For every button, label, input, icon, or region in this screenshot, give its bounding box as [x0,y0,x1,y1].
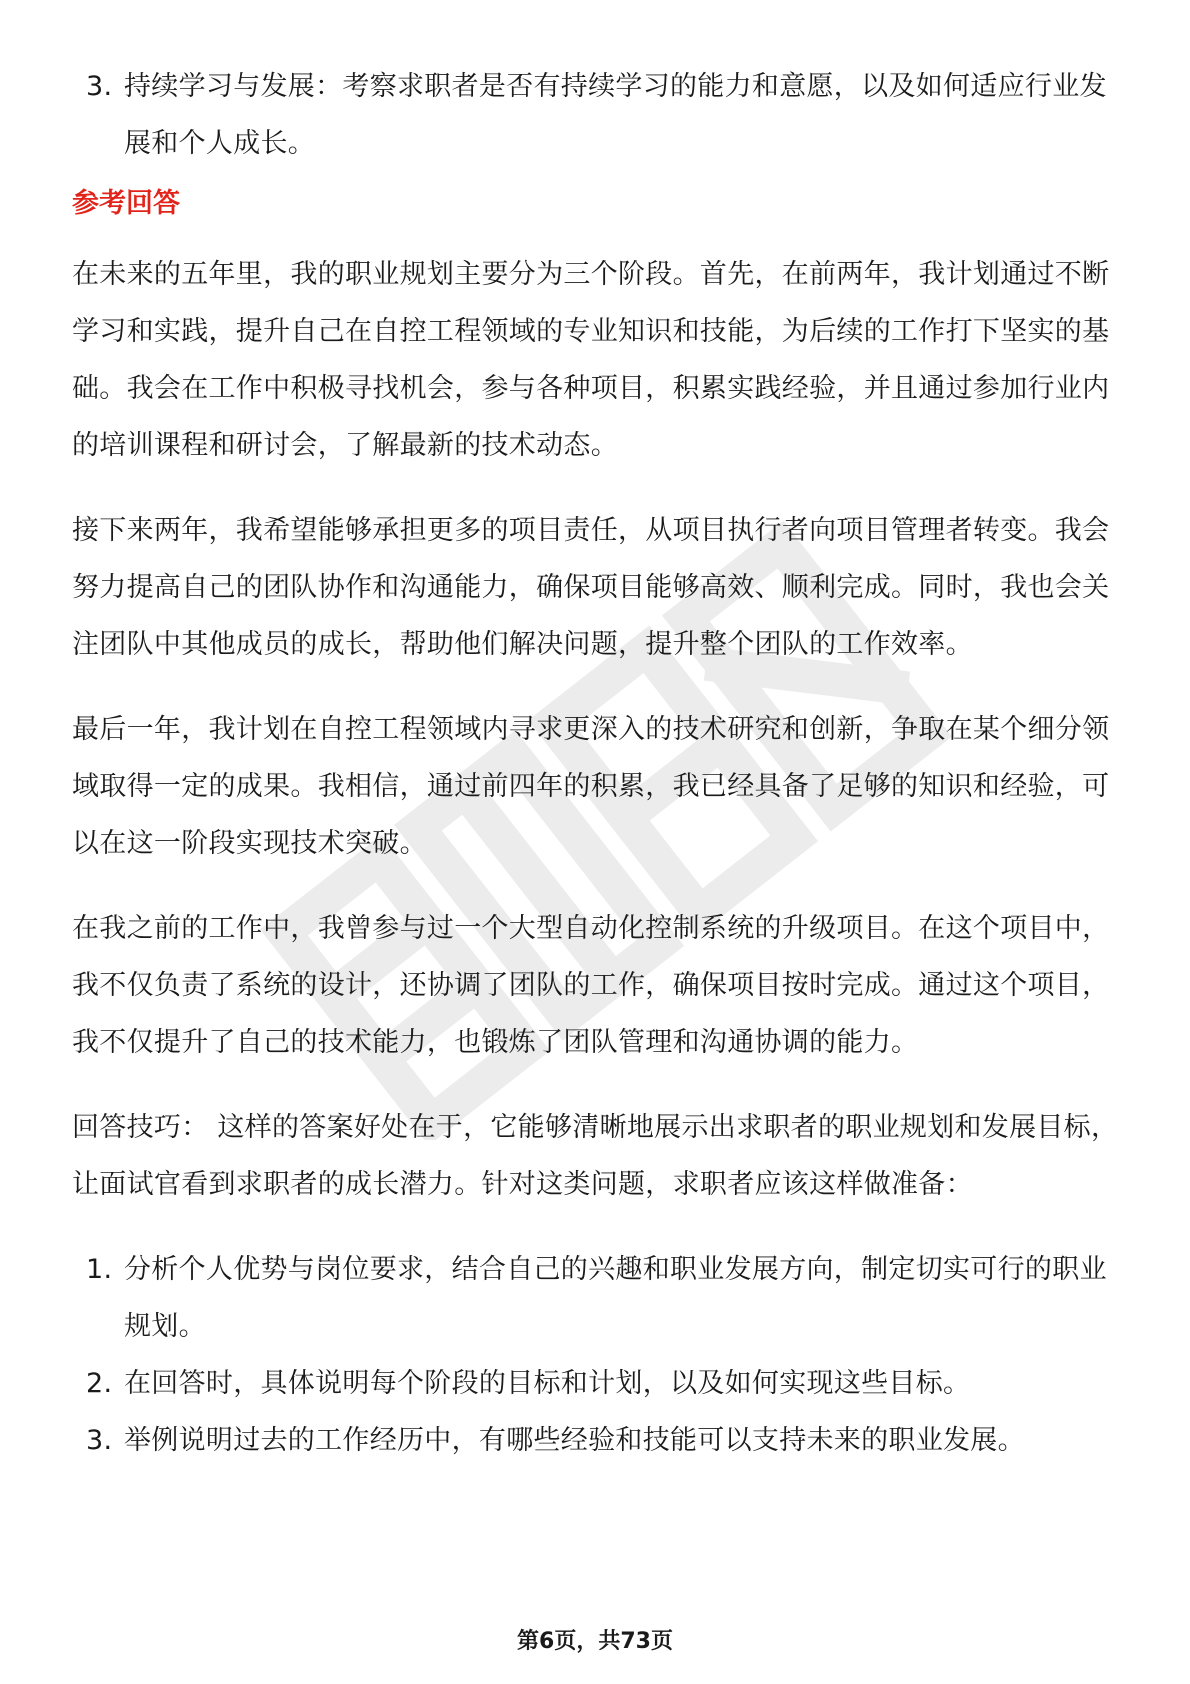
list-number: 1. [86,1254,113,1285]
tips-list [72,1241,1122,1469]
list-text: 分析个人优势与岗位要求，结合自己的兴趣和职业发展方向，制定切实可行的职业规划。 [124,1254,1107,1342]
criteria-list [72,58,1122,172]
list-item [72,1241,1122,1355]
list-item [72,58,1122,172]
paragraph: 在未来的五年里，我的职业规划主要分为三个阶段。首先，在前两年，我计划通过不断学习和实践，提升自己在自控工程领域的专业知识和技能，为后续的工作打下坚实的基础。我会在工作中积极寻找机会，参与各种项目，积累实践经验，并且通过参加行业内的培训课程和研讨会，了解最新的技术动态。 [72,259,1110,461]
list-item [72,1412,1122,1469]
list-item [72,1355,1122,1412]
page-footer: 第6页，共73页 [517,1629,673,1654]
list-number: 3. [86,1425,113,1456]
list-number: 3. [86,71,113,102]
tips-intro: 回答技巧： 这样的答案好处在于，它能够清晰地展示出求职者的职业规划和发展目标，让面试官看到求职者的成长潜力。针对这类问题，求职者应该这样做准备： [72,1112,1119,1200]
content [72,58,1122,1469]
section-heading: 参考回答 [72,188,180,219]
list-number: 2. [86,1368,113,1399]
list-text: 举例说明过去的工作经历中，有哪些经验和技能可以支持未来的职业发展。 [124,1425,1025,1456]
paragraph: 在我之前的工作中，我曾参与过一个大型自动化控制系统的升级项目。在这个项目中，我不仅负责了系统的设计，还协调了团队的工作，确保项目按时完成。通过这个项目，我不仅提升了自己的技术能力，也锻炼了团队管理和沟通协调的能力。 [72,913,1110,1058]
list-text: 持续学习与发展：考察求职者是否有持续学习的能力和意愿，以及如何适应行业发展和个人成长。 [124,71,1107,159]
list-text: 在回答时，具体说明每个阶段的目标和计划，以及如何实现这些目标。 [124,1368,971,1399]
paragraph: 接下来两年，我希望能够承担更多的项目责任，从项目执行者向项目管理者转变。我会努力提高自己的团队协作和沟通能力，确保项目能够高效、顺利完成。同时，我也会关注团队中其他成员的成长，帮助他们解决问题，提升整个团队的工作效率。 [72,515,1110,660]
paragraph: 最后一年，我计划在自控工程领域内寻求更深入的技术研究和创新，争取在某个细分领域取得一定的成果。我相信，通过前四年的积累，我已经具备了足够的知识和经验，可以在这一阶段实现技术突破。 [72,714,1110,859]
